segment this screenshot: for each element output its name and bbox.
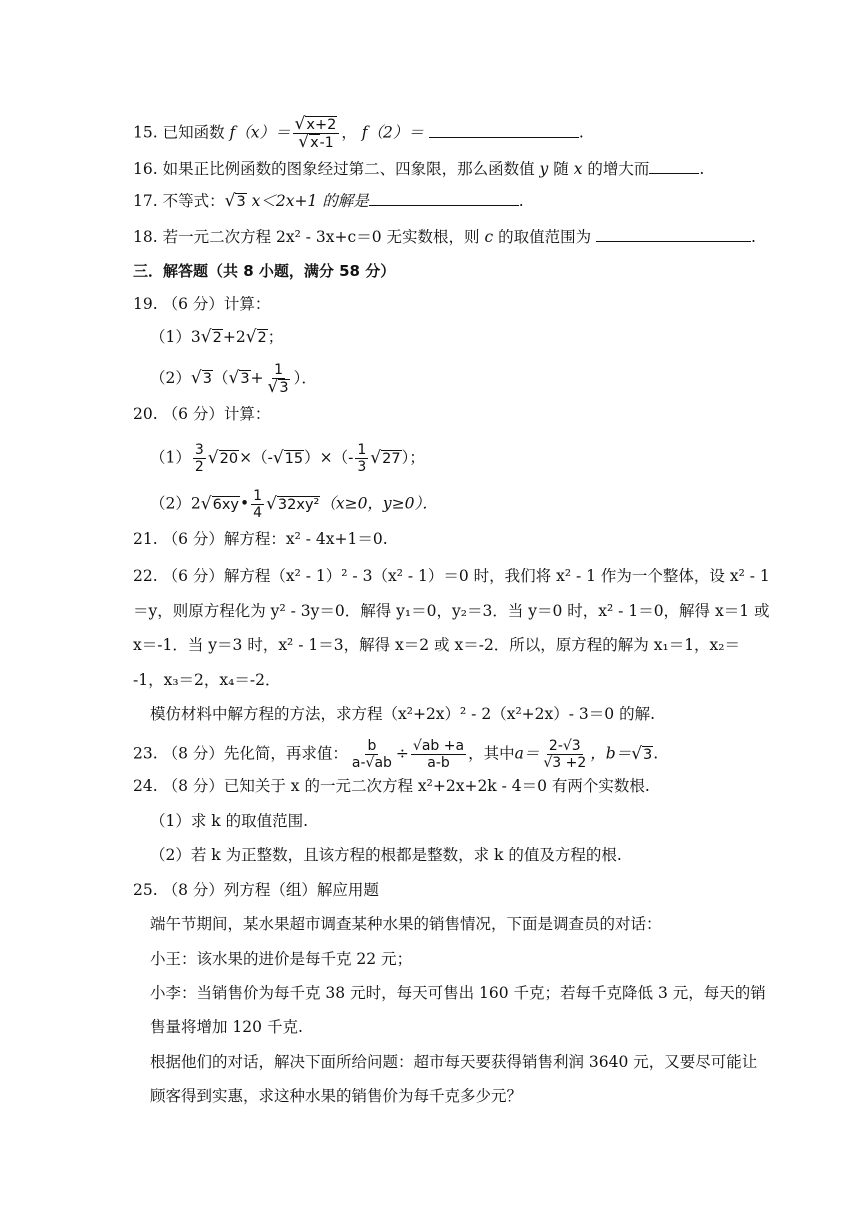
question-25-line-5: 根据他们的对话，解决下面所给问题：超市每天要获得销售利润 3640 元，又要尽可能让 — [150, 1053, 758, 1071]
question-22-line-3: x＝‑1．当 y＝3 时，x² ‑ 1＝3，解得 x＝2 或 x＝‑2．所以，原方程的解为 x₁＝1，x₂＝ — [133, 636, 741, 654]
sqrt-expression: √3 — [224, 191, 246, 211]
question-25-line-4: 售量将增加 120 千克. — [150, 1018, 303, 1036]
question-number: 18. — [133, 228, 158, 246]
question-number: 25. — [133, 881, 158, 899]
question-22-line-4: ‑1，x₃＝2，x₄＝‑2． — [133, 671, 281, 689]
section-heading: 三．解答题（共 8 小题，满分 58 分） — [133, 262, 396, 280]
question-22-line-2: ＝y，则原方程化为 y² ‑ 3y＝0．解得 y₁＝0，y₂＝3．当 y＝0 时，x² ‑ 1＝0，解得 x＝1 或 — [133, 602, 770, 620]
question-20-part-1: （1） $\frac{3}{2}$ √20×（‑√15）×（‑ $\frac{1}{3}$ √27）； — [150, 442, 425, 475]
question-20: 20. （6 分）计算： — [133, 405, 271, 423]
answer-blank — [596, 225, 751, 242]
question-19: 19. （6 分）计算： — [133, 295, 271, 313]
answer-blank — [649, 157, 699, 174]
question-22-line-5: 模仿材料中解方程的方法，求方程（x²+2x）² ‑ 2（x²+2x）‑ 3＝0 的解. — [150, 705, 656, 723]
question-number: 22. — [133, 567, 158, 585]
function-fraction: $\frac{√x+2}{√x-1}$ — [293, 116, 340, 151]
question-number: 17. — [133, 192, 158, 210]
question-number: 23. — [133, 744, 158, 763]
question-18: 18. 若一元二次方程 2x² ‑ 3x+c＝0 无实数根，则 c 的取值范围为 . — [133, 225, 756, 248]
question-25-line-2: 小王：该水果的进价是每千克 22 元； — [150, 950, 413, 968]
question-21: 21. （6 分）解方程：x² ‑ 4x+1＝0. — [133, 530, 388, 548]
question-20-part-2: （2）2√6xy• $\frac{1}{4}$ √32xy²（x≥0，y≥0）． — [150, 488, 438, 521]
question-number: 21. — [133, 530, 158, 548]
question-number: 15. — [133, 123, 158, 142]
question-number: 16. — [133, 160, 158, 178]
question-19-part-1: （1）3√2+2√2； — [150, 327, 284, 347]
question-25: 25. （8 分）列方程（组）解应用题 — [133, 881, 379, 899]
question-23: 23. （8 分）先化简，再求值： $\frac{b}{a-√ab}$ ÷ $\frac{√ab +a}{a-b}$ ，其中a＝ $\frac{2-√3}{√3 +2}$ ，b＝√3. — [133, 738, 659, 771]
question-24-part-1: （1）求 k 的取值范围. — [150, 812, 309, 830]
question-number: 20. — [133, 405, 158, 423]
question-15: 15. 已知函数 f（x）＝ $\frac{√x+2}{√x-1}$ ， f（2）＝ . — [133, 114, 584, 152]
question-22: 22. （6 分）解方程（x² ‑ 1）² ‑ 3（x² ‑ 1）＝0 时，我们将 x² ‑ 1 作为一个整体，设 x² ‑ 1 — [133, 567, 770, 585]
question-25-line-1: 端午节期间，某水果超市调查某种水果的销售情况，下面是调查员的对话： — [150, 915, 662, 933]
question-25-line-6: 顾客得到实惠，求这种水果的销售价为每千克多少元？ — [150, 1087, 523, 1105]
question-25-line-3: 小李：当销售价为每千克 38 元时，每天可售出 160 千克；若每千克降低 3 元，每天的销 — [150, 984, 766, 1002]
answer-blank — [429, 121, 579, 138]
question-24: 24. （8 分）已知关于 x 的一元二次方程 x²+2x+2k ‑ 4＝0 有两个实数根. — [133, 777, 650, 795]
question-number: 19. — [133, 295, 158, 313]
question-16: 16. 如果正比例函数的图象经过第二、四象限，那么函数值 y 随 x 的增大而 . — [133, 157, 704, 180]
question-24-part-2: （2）若 k 为正整数，且该方程的根都是整数，求 k 的值及方程的根. — [150, 846, 622, 864]
question-17: 17. 不等式：√3 x＜2x+1 的解是 . — [133, 191, 524, 211]
answer-blank — [369, 189, 519, 206]
question-19-part-2: （2）√3（√3+ $\frac{1}{√3}$ ）． — [150, 362, 317, 397]
question-number: 24. — [133, 777, 158, 795]
